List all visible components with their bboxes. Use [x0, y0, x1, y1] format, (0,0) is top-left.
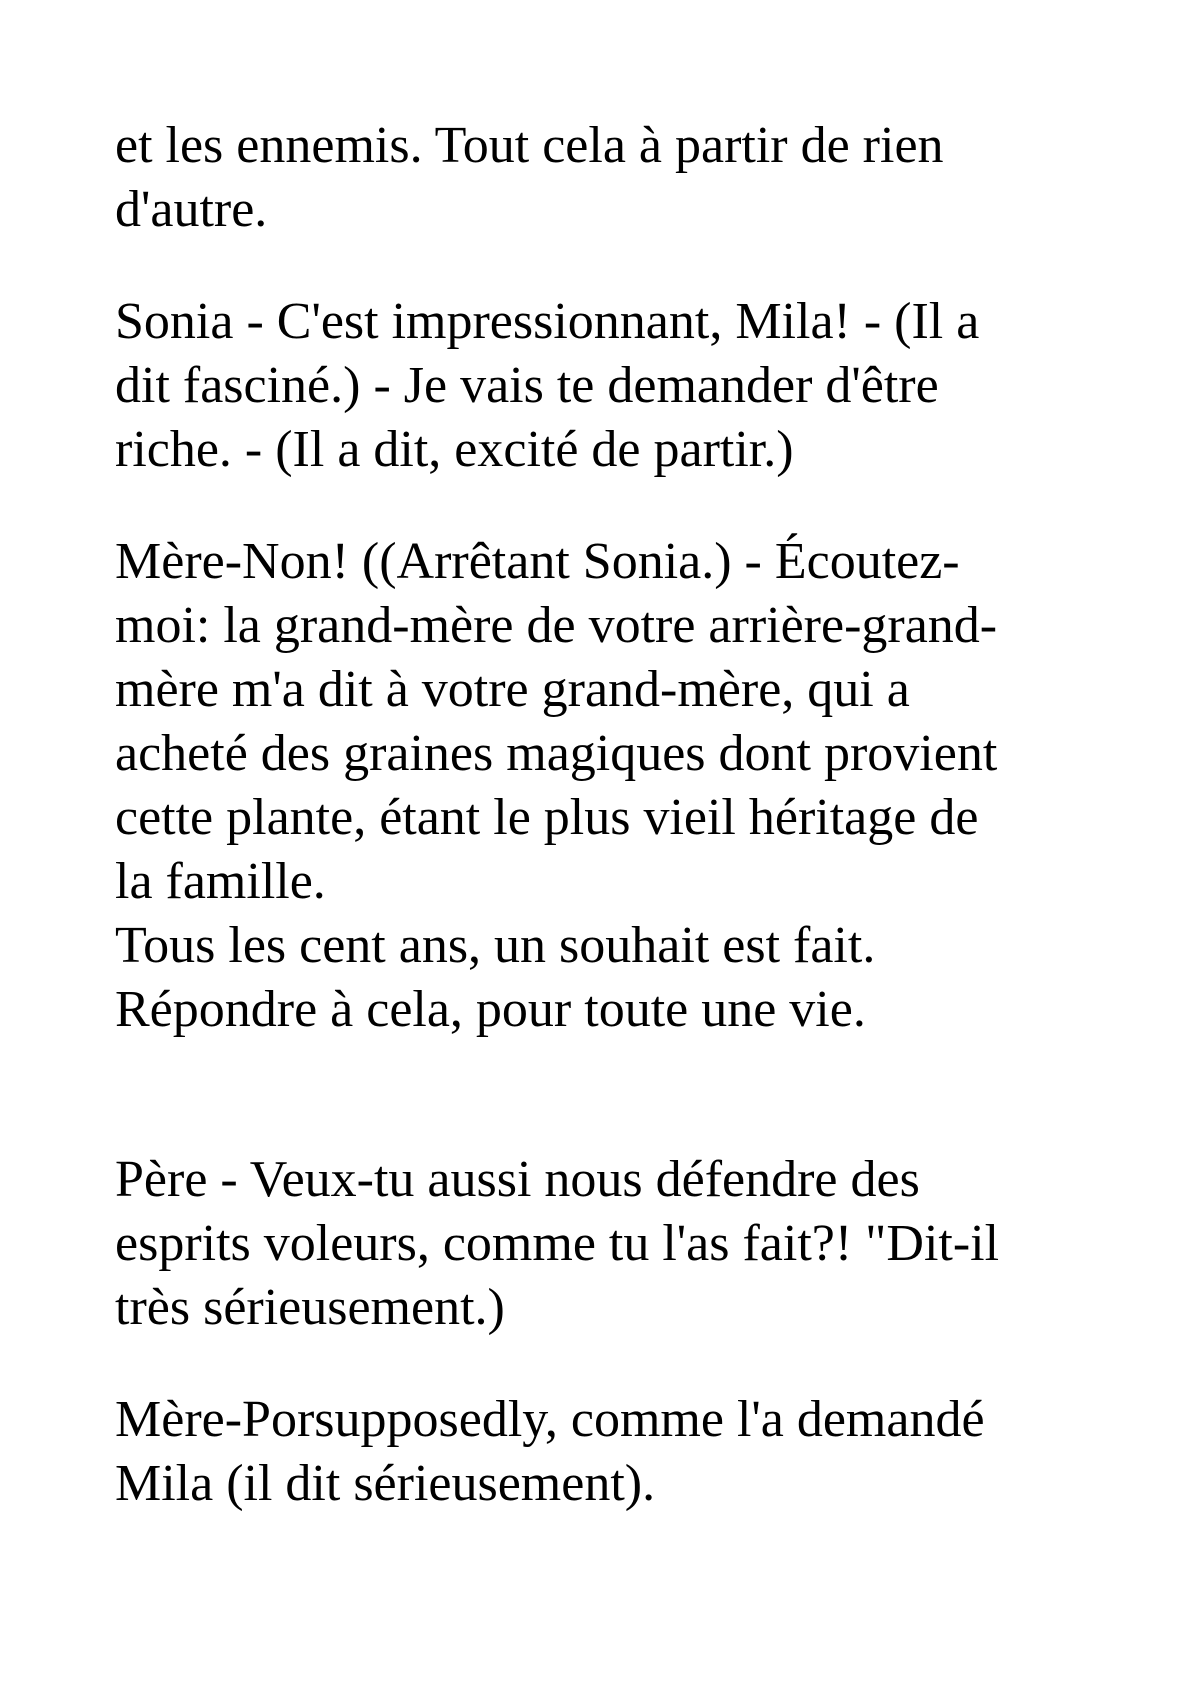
- text-line: mère m'a dit à votre grand-mère, qui a: [115, 661, 910, 718]
- text-line: d'autre.: [115, 181, 268, 238]
- paragraph-2: [115, 290, 1095, 482]
- text-line: Sonia - C'est impressionnant, Mila! - (Il a: [115, 293, 980, 350]
- paragraph-1: [115, 114, 1095, 242]
- text-line: Mila (il dit sérieusement).: [115, 1455, 656, 1512]
- text-line: très sérieusement.): [115, 1279, 505, 1336]
- text-line: cette plante, étant le plus vieil héritage de: [115, 789, 979, 846]
- text-line: Mère-Non! ((Arrêtant Sonia.) - Écoutez-: [115, 533, 960, 590]
- text-line: Répondre à cela, pour toute une vie.: [115, 981, 866, 1038]
- paragraph-5: [115, 1388, 1095, 1516]
- text-line: moi: la grand-mère de votre arrière-grand-: [115, 597, 998, 654]
- text-line: Tous les cent ans, un souhait est fait.: [115, 917, 876, 974]
- text-line: Père - Veux-tu aussi nous défendre des: [115, 1151, 920, 1208]
- text-line: Mère-Porsupposedly, comme l'a demandé: [115, 1391, 985, 1448]
- text-line: riche. - (Il a dit, excité de partir.): [115, 421, 794, 478]
- paragraph-3: [115, 530, 1095, 1042]
- text-line: dit fasciné.) - Je vais te demander d'être: [115, 357, 939, 414]
- text-line: et les ennemis. Tout cela à partir de rien: [115, 117, 944, 174]
- paragraph-4: [115, 1148, 1095, 1340]
- text-line: acheté des graines magiques dont provient: [115, 725, 998, 782]
- text-line: esprits voleurs, comme tu l'as fait?! "Dit-il: [115, 1215, 1000, 1272]
- text-line: la famille.: [115, 853, 326, 910]
